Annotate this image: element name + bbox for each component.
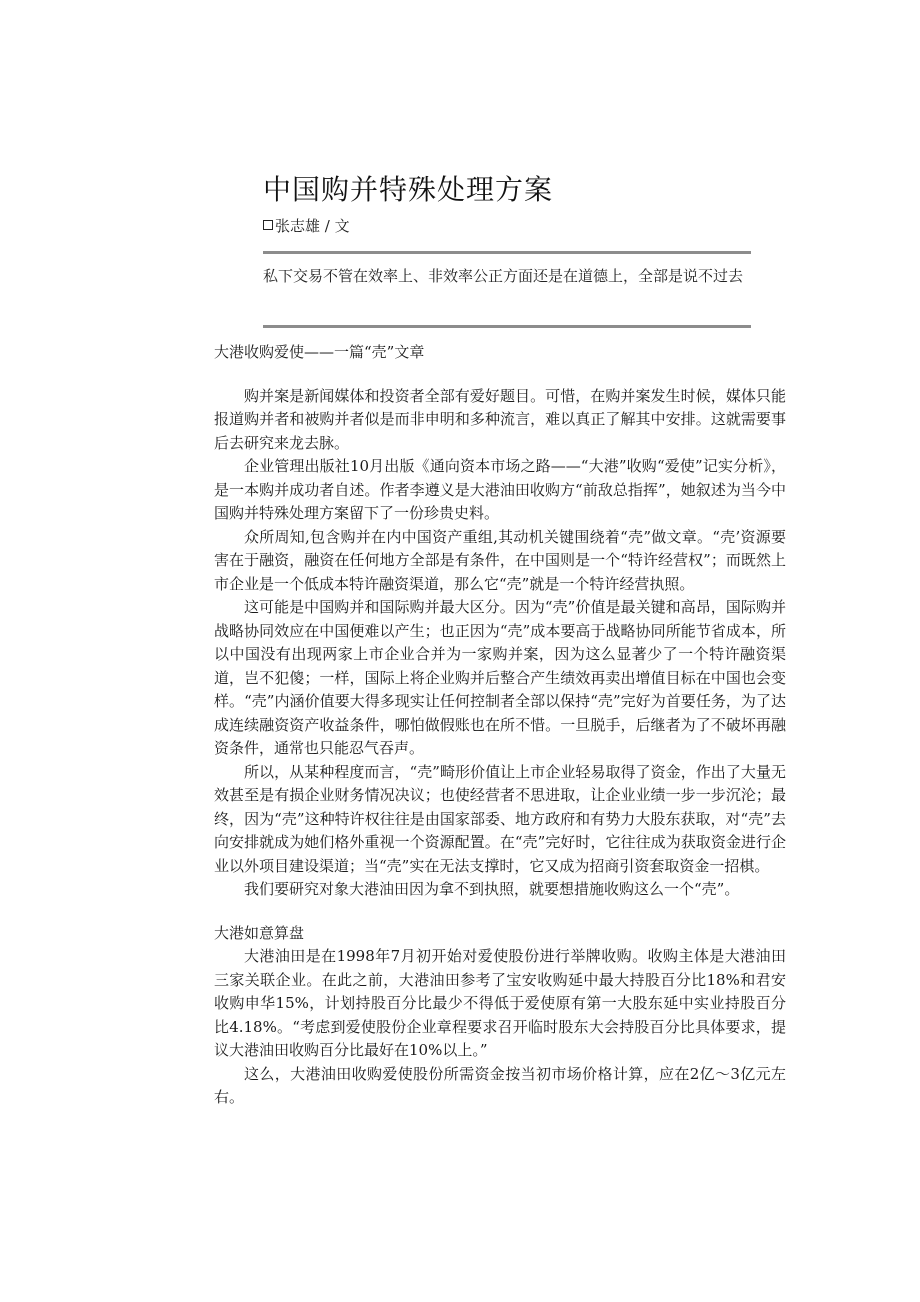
square-icon — [263, 220, 273, 230]
article-body — [214, 341, 786, 1110]
paragraph: 我们要研究对象大港油田因为拿不到执照，就要想措施收购这么一个“壳”。 — [244, 880, 740, 898]
paragraph: 这么，大港油田收购爱使股份所需资金按当初市场价格计算，应在2亿～3亿元左右。 — [214, 1064, 786, 1106]
byline — [263, 215, 350, 236]
paragraph: 这可能是中国购并和国际购并最大区分。因为“壳”价值是最关键和高昂，国际购并战略协同效应在中国便难以产生；也正因为“壳”成本要高于战略协同所能节省成本，所以中国没有出现两家上市企业合并为一家购并案，因为这么显著少了一个特许融资渠道，岂不犯傻；一样，国际上将企业购并后整合产生绩效再卖出增值目标在中国也会变样。“壳”内涵价值要大得多现实让任何控制者全部以保持“壳”完好为首要任务，为了达成连续融资资产收益条件，哪怕做假账也在所不惜。一旦脱手，后继者为了不破坏再融资条件，通常也只能忍气吞声。 — [214, 598, 786, 757]
section-heading: 大港如意算盘 — [214, 923, 305, 942]
paragraph: 众所周知,包含购并在内中国资产重组,其动机关键围绕着“壳”做文章。“壳’资源要害在于融资，融资在任何地方全部是有条件，在中国则是一个“特许经营权”；而既然上市企业是一个低成本特许融资渠道，那么它“壳”就是一个特许经营执照。 — [214, 527, 786, 593]
section-heading: 大港收购爱使——一篇“壳”文章 — [214, 343, 425, 361]
paragraph: 大港油田是在1998年7月初开始对爱使股份进行举牌收购。收购主体是大港油田三家关联企业。在此之前，大港油田参考了宝安收购延中最大持股百分比18%和君安收购申华15%，计划持股百分比最少不得低于爱使原有第一大股东延中实业持股百分比4.18%。“考虑到爱使股份企业章程要求召开临时股东大会持股百分比具体要求，提议大港油田收购百分比最好在10%以上。” — [214, 947, 786, 1059]
pullquote: 私下交易不管在效率上、非效率公正方面还是在道德上，全部是说不过去 — [263, 267, 744, 285]
pullquote-bottom-rule — [263, 325, 751, 328]
paragraph: 所以，从某种程度而言，“壳”畸形价值让上市企业轻易取得了资金，作出了大量无效甚至是有损企业财务情况决议；也使经营者不思进取，让企业业绩一步一步沉沦；最终，因为“壳”这种特许权往往是由国家部委、地方政府和有势力大股东获取，对“壳”去向安排就成为她们格外重视一个资源配置。在“壳”完好时，它往往成为获取资金进行企业以外项目建设渠道；当“壳”实在无法支撑时，它又成为招商引资套取资金一招棋。 — [214, 762, 786, 875]
article-title: 中国购并特殊处理方案 — [263, 173, 554, 206]
byline-text: 张志雄 / 文 — [275, 217, 350, 235]
paragraph: 购并案是新闻媒体和投资者全部有爱好题目。可惜，在购并案发生时候，媒体只能报道购并者和被购并者似是而非申明和多种流言，难以真正了解其中安排。这就需要事后去研究来龙去脉。 — [214, 386, 786, 452]
pullquote-top-rule — [263, 251, 751, 254]
paragraph: 企业管理出版社10月出版《通向资本市场之路——“大港”收购“爱使”记实分析》，是一本购并成功者自述。作者李遵义是大港油田收购方“前敌总指挥”，她叙述为当今中国购并特殊处理方案留下了一份珍贵史料。 — [214, 457, 786, 522]
